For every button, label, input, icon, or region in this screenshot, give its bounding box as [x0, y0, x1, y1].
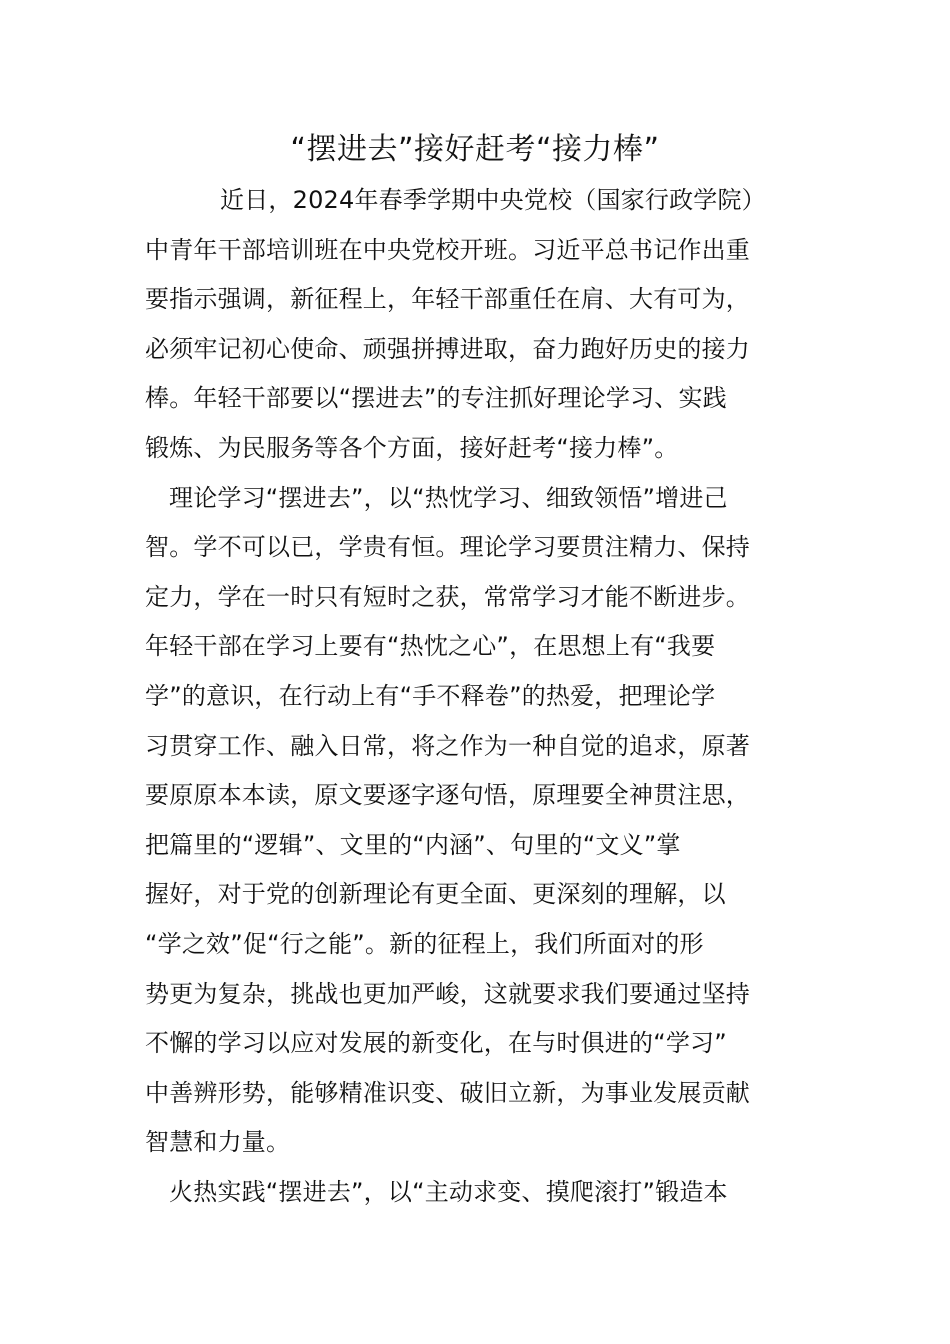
document-body — [145, 176, 815, 1217]
text-line: 近日，2024年春季学期中央党校（国家行政学院） — [220, 186, 766, 214]
text-line: 要指示强调，新征程上，年轻干部重任在肩、大有可为， — [145, 285, 750, 314]
paragraph-intro — [145, 176, 815, 474]
text-line: 理论学习“摆进去”，以“热忱学习、细致领悟”增进己 — [169, 483, 728, 512]
text-line: 智。学不可以已，学贵有恒。理论学习要贯注精力、保持 — [145, 533, 750, 562]
text-line: 势更为复杂，挑战也更加严峻，这就要求我们要通过坚持 — [145, 979, 750, 1008]
text-line: 锻炼、为民服务等各个方面，接好赶考“接力棒”。 — [145, 433, 679, 462]
text-line: “学之效”促“行之能”。新的征程上，我们所面对的形 — [145, 929, 704, 958]
text-line: 必须牢记初心使命、顽强拼搏进取，奋力跑好历史的接力 — [145, 334, 750, 363]
text-line: 不懈的学习以应对发展的新变化，在与时俱进的“学习” — [145, 1029, 727, 1058]
text-line: 学”的意识，在行动上有“手不释卷”的热爱，把理论学 — [145, 681, 716, 710]
text-line: 中善辨形势，能够精准识变、破旧立新，为事业发展贡献 — [145, 1078, 750, 1107]
text-line: 火热实践“摆进去”，以“主动求变、摸爬滚打”锻造本 — [169, 1177, 728, 1206]
text-line: 习贯穿工作、融入日常，将之作为一种自觉的追求，原著 — [145, 731, 750, 760]
text-line: 握好，对于党的创新理论有更全面、更深刻的理解，以 — [145, 880, 726, 909]
text-line: 定力，学在一时只有短时之获，常常学习才能不断进步。 — [145, 582, 750, 611]
document-title: “摆进去”接好赶考“接力棒” — [290, 132, 660, 167]
text-line: 要原原本本读，原文要逐字逐句悟，原理要全神贯注思， — [145, 781, 750, 810]
text-line: 中青年干部培训班在中央党校开班。习近平总书记作出重 — [145, 235, 750, 264]
text-line: 智慧和力量。 — [145, 1128, 291, 1157]
paragraph-practice — [145, 1168, 815, 1218]
text-line: 年轻干部在学习上要有“热忱之心”，在思想上有“我要 — [145, 632, 716, 661]
paragraph-theory-study — [145, 474, 815, 1168]
text-line: 把篇里的“逻辑”、文里的“内涵”、句里的“文义”掌 — [145, 830, 681, 859]
text-line: 棒。年轻干部要以“摆进去”的专注抓好理论学习、实践 — [145, 384, 727, 413]
